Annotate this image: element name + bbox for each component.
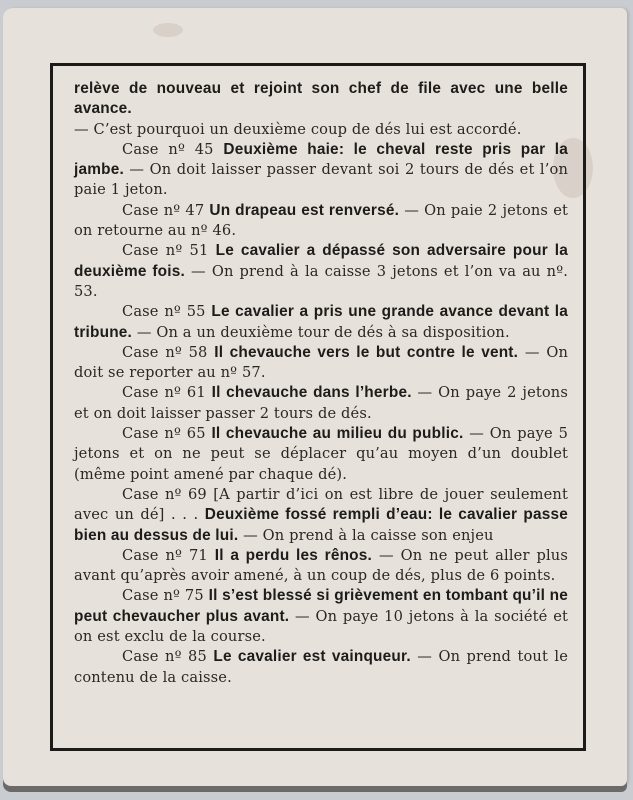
rule-text: — On doit se reporter au nº 57. xyxy=(74,343,568,382)
rule-text: — On paye 10 jetons à la société et on est exclu de la course. xyxy=(74,607,568,646)
rule-heading: Il a perdu les rênos. xyxy=(214,546,373,564)
rule-text: — On paye 2 jetons et on doit laisser passer 2 tours de dés. xyxy=(74,384,568,422)
rule-heading: Le cavalier a dépassé son adversaire pour la deuxième fois. xyxy=(74,242,568,280)
rule-text: Case nº 85 xyxy=(122,648,214,666)
rule-paragraph xyxy=(74,424,568,485)
rule-text: — On prend à la caisse 3 jetons et l’on va au nº. 53. xyxy=(74,262,569,300)
stain xyxy=(153,23,183,37)
rule-text: — C’est pourquoi un deuxième coup de dés lui est accordé. xyxy=(74,120,522,138)
rule-text: — On paie 2 jetons et on retourne au nº 46. xyxy=(74,201,568,240)
rule-heading: Le cavalier a pris une grande avance devant la tribune. xyxy=(74,303,569,341)
rule-paragraph xyxy=(74,79,568,120)
rule-paragraph xyxy=(74,647,568,688)
rule-text: Case nº 55 xyxy=(122,303,212,321)
rule-text: — On doit laisser passer devant soi 2 tours de dés et l’on paie 1 jeton. xyxy=(74,161,568,199)
rule-text: Case nº 61 xyxy=(122,384,212,402)
rules-text xyxy=(74,79,568,688)
rule-text: — On prend à la caisse son enjeu xyxy=(238,526,494,544)
rule-heading: Le cavalier est vainqueur. xyxy=(213,648,411,666)
rule-text: Case nº 71 xyxy=(122,546,215,564)
rule-text: — On prend tout le contenu de la caisse. xyxy=(74,648,568,686)
rule-paragraph xyxy=(74,586,568,647)
rule-paragraph xyxy=(74,241,568,302)
rule-text: — On ne peut aller plus avant qu’après avoir amené, à un coup de dés, plus de 6 points. xyxy=(74,546,568,585)
rule-text: Case nº 75 xyxy=(122,587,209,605)
text-frame xyxy=(50,63,586,751)
rule-text: — On paye 5 jetons et on ne peut se déplacer qu’au moyen d’un doublet (même point amené par chaque dé). xyxy=(74,425,569,483)
rule-text: Case nº 45 xyxy=(122,140,224,158)
rule-text: Case nº 58 xyxy=(122,343,215,361)
rule-text: Case nº 51 xyxy=(122,242,216,260)
rule-heading: Il chevauche au milieu du public. xyxy=(211,425,464,443)
rule-paragraph xyxy=(74,546,568,587)
rule-heading: Il s’est blessé si grièvement en tombant qu’il ne peut chevaucher plus avant. xyxy=(74,587,568,625)
rule-paragraph xyxy=(74,485,568,546)
rule-text: Case nº 69 [A partir d’ici on est libre de jouer seulement avec un dé] . . . xyxy=(74,485,568,524)
rule-paragraph xyxy=(74,201,568,242)
rule-paragraph xyxy=(74,302,568,343)
rule-heading: Il chevauche dans l’herbe. xyxy=(211,384,412,402)
rule-heading: Il chevauche vers le but contre le vent. xyxy=(214,343,519,361)
game-rules-card xyxy=(3,8,627,786)
rule-paragraph xyxy=(74,120,568,140)
rule-paragraph xyxy=(74,383,568,424)
rule-text: — On a un deuxième tour de dés à sa disposition. xyxy=(132,323,510,341)
rule-heading: Deuxième fossé rempli d’eau: le cavalier passe bien au dessus de lui. xyxy=(74,506,568,544)
rule-heading: Deuxième haie: le cheval reste pris par la jambe. xyxy=(74,140,569,179)
rule-heading: Un drapeau est renversé. xyxy=(209,201,400,219)
rule-heading: relève de nouveau et rejoint son chef de file avec une belle avance. xyxy=(74,80,568,118)
rule-text: Case nº 47 xyxy=(122,201,210,219)
rule-text: Case nº 65 xyxy=(122,425,212,443)
rule-paragraph xyxy=(74,343,568,384)
rule-paragraph xyxy=(74,140,568,201)
